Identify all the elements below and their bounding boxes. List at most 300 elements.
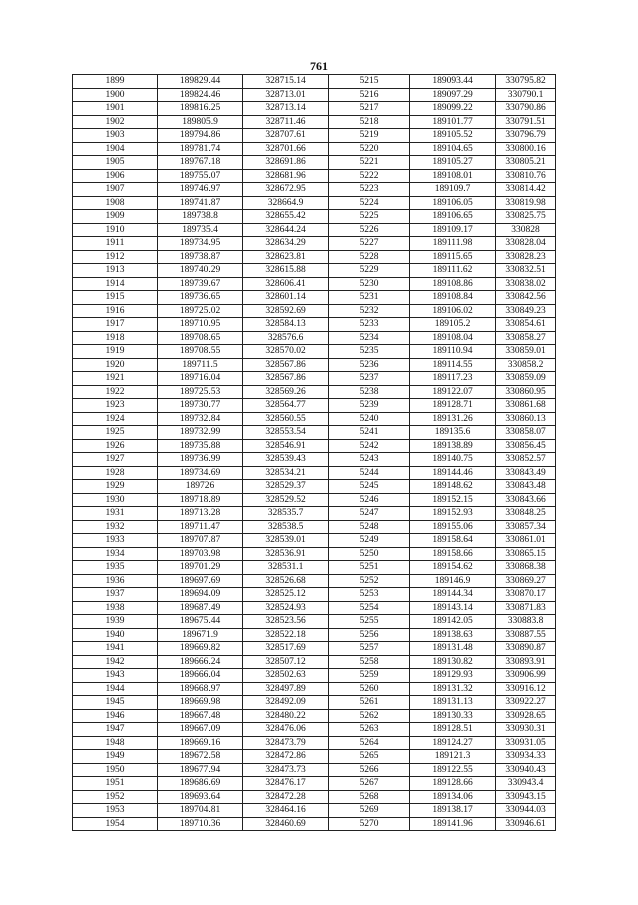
table-cell: 328691.86 xyxy=(243,156,329,170)
table-cell: 5247 xyxy=(329,507,410,521)
table-cell: 189694.09 xyxy=(158,588,243,602)
table-cell: 330859.09 xyxy=(496,372,556,386)
table-cell: 5227 xyxy=(329,237,410,251)
table-cell: 5230 xyxy=(329,277,410,291)
table-cell: 189105.52 xyxy=(410,129,496,143)
table-cell: 5269 xyxy=(329,804,410,818)
table-cell: 330887.55 xyxy=(496,628,556,642)
table-cell: 330859.01 xyxy=(496,345,556,359)
table-cell: 1908 xyxy=(73,196,158,210)
table-cell: 328715.14 xyxy=(243,75,329,89)
table-cell: 328569.26 xyxy=(243,385,329,399)
table-cell: 330849.23 xyxy=(496,304,556,318)
table-cell: 189687.49 xyxy=(158,601,243,615)
table-cell: 5265 xyxy=(329,750,410,764)
table-cell: 328539.01 xyxy=(243,534,329,548)
table-cell: 189158.64 xyxy=(410,534,496,548)
table-cell: 1899 xyxy=(73,75,158,89)
table-row xyxy=(73,507,556,521)
table-cell: 189668.97 xyxy=(158,682,243,696)
table-cell: 328634.29 xyxy=(243,237,329,251)
table-cell: 1939 xyxy=(73,615,158,629)
table-cell: 189710.95 xyxy=(158,318,243,332)
table-row xyxy=(73,534,556,548)
table-cell: 5232 xyxy=(329,304,410,318)
table-cell: 328601.14 xyxy=(243,291,329,305)
table-cell: 330790.86 xyxy=(496,102,556,116)
table-cell: 330857.34 xyxy=(496,520,556,534)
table-row xyxy=(73,142,556,156)
table-cell: 328570.02 xyxy=(243,345,329,359)
table-cell: 5252 xyxy=(329,574,410,588)
table-cell: 328476.06 xyxy=(243,723,329,737)
table-cell: 189111.98 xyxy=(410,237,496,251)
table-cell: 328564.77 xyxy=(243,399,329,413)
table-cell: 1954 xyxy=(73,817,158,831)
table-cell: 1914 xyxy=(73,277,158,291)
table-cell: 328681.96 xyxy=(243,169,329,183)
table-cell: 189131.26 xyxy=(410,412,496,426)
table-cell: 328567.86 xyxy=(243,358,329,372)
table-cell: 1900 xyxy=(73,88,158,102)
table-cell: 5236 xyxy=(329,358,410,372)
table-cell: 189730.77 xyxy=(158,399,243,413)
table-cell: 328707.61 xyxy=(243,129,329,143)
table-cell: 1941 xyxy=(73,642,158,656)
table-cell: 1953 xyxy=(73,804,158,818)
table-row xyxy=(73,520,556,534)
table-row xyxy=(73,763,556,777)
table-cell: 189140.75 xyxy=(410,453,496,467)
table-cell: 1907 xyxy=(73,183,158,197)
table-cell: 189711.5 xyxy=(158,358,243,372)
table-cell: 1943 xyxy=(73,669,158,683)
table-cell: 5266 xyxy=(329,763,410,777)
table-cell: 330860.13 xyxy=(496,412,556,426)
table-cell: 5249 xyxy=(329,534,410,548)
table-row xyxy=(73,601,556,615)
table-cell: 5258 xyxy=(329,655,410,669)
table-cell: 189701.29 xyxy=(158,561,243,575)
table-cell: 189106.02 xyxy=(410,304,496,318)
table-cell: 189669.82 xyxy=(158,642,243,656)
table-cell: 330928.65 xyxy=(496,709,556,723)
table-cell: 5223 xyxy=(329,183,410,197)
table-cell: 328664.9 xyxy=(243,196,329,210)
table-cell: 189703.98 xyxy=(158,547,243,561)
table-cell: 5260 xyxy=(329,682,410,696)
table-cell: 189114.55 xyxy=(410,358,496,372)
table-cell: 5221 xyxy=(329,156,410,170)
table-cell: 189109.17 xyxy=(410,223,496,237)
table-cell: 328536.91 xyxy=(243,547,329,561)
table-cell: 330944.03 xyxy=(496,804,556,818)
table-cell: 189736.99 xyxy=(158,453,243,467)
table-row xyxy=(73,669,556,683)
table-cell: 1910 xyxy=(73,223,158,237)
table-cell: 189109.7 xyxy=(410,183,496,197)
table-cell: 189143.14 xyxy=(410,601,496,615)
table-row xyxy=(73,561,556,575)
table-cell: 1920 xyxy=(73,358,158,372)
table-row xyxy=(73,804,556,818)
table-cell: 189108.04 xyxy=(410,331,496,345)
table-cell: 5219 xyxy=(329,129,410,143)
table-cell: 5262 xyxy=(329,709,410,723)
table-cell: 328576.6 xyxy=(243,331,329,345)
table-cell: 189718.89 xyxy=(158,493,243,507)
table-cell: 189158.66 xyxy=(410,547,496,561)
table-cell: 330814.42 xyxy=(496,183,556,197)
table-cell: 330838.02 xyxy=(496,277,556,291)
table-cell: 5233 xyxy=(329,318,410,332)
table-cell: 328502.63 xyxy=(243,669,329,683)
table-cell: 189104.65 xyxy=(410,142,496,156)
table-cell: 330858.27 xyxy=(496,331,556,345)
table-cell: 189122.07 xyxy=(410,385,496,399)
table-cell: 5244 xyxy=(329,466,410,480)
table-row xyxy=(73,385,556,399)
table-row xyxy=(73,129,556,143)
table-cell: 5241 xyxy=(329,426,410,440)
table-cell: 189106.05 xyxy=(410,196,496,210)
table-row xyxy=(73,574,556,588)
table-cell: 189734.95 xyxy=(158,237,243,251)
table-row xyxy=(73,223,556,237)
table-cell: 5235 xyxy=(329,345,410,359)
table-cell: 1929 xyxy=(73,480,158,494)
table-row xyxy=(73,480,556,494)
table-cell: 5243 xyxy=(329,453,410,467)
table-row xyxy=(73,250,556,264)
table-cell: 1936 xyxy=(73,574,158,588)
table-cell: 330858.07 xyxy=(496,426,556,440)
table-row xyxy=(73,615,556,629)
table-cell: 1903 xyxy=(73,129,158,143)
table-row xyxy=(73,318,556,332)
table-cell: 5234 xyxy=(329,331,410,345)
table-cell: 5255 xyxy=(329,615,410,629)
table-cell: 189148.62 xyxy=(410,480,496,494)
table-cell: 1916 xyxy=(73,304,158,318)
table-cell: 1940 xyxy=(73,628,158,642)
table-cell: 5226 xyxy=(329,223,410,237)
table-cell: 330931.05 xyxy=(496,736,556,750)
table-cell: 1922 xyxy=(73,385,158,399)
table-body xyxy=(73,75,556,831)
table-cell: 328553.54 xyxy=(243,426,329,440)
table-cell: 189735.88 xyxy=(158,439,243,453)
table-cell: 1946 xyxy=(73,709,158,723)
table-cell: 328472.86 xyxy=(243,750,329,764)
table-row xyxy=(73,817,556,831)
table-cell: 1932 xyxy=(73,520,158,534)
table-cell: 330848.25 xyxy=(496,507,556,521)
table-cell: 5237 xyxy=(329,372,410,386)
table-cell: 189686.69 xyxy=(158,777,243,791)
table-cell: 189736.65 xyxy=(158,291,243,305)
table-cell: 189710.36 xyxy=(158,817,243,831)
table-cell: 5270 xyxy=(329,817,410,831)
table-cell: 189115.65 xyxy=(410,250,496,264)
table-cell: 1923 xyxy=(73,399,158,413)
table-cell: 330795.82 xyxy=(496,75,556,89)
table-cell: 189121.3 xyxy=(410,750,496,764)
table-cell: 1913 xyxy=(73,264,158,278)
table-cell: 1945 xyxy=(73,696,158,710)
table-cell: 189781.74 xyxy=(158,142,243,156)
table-cell: 189708.65 xyxy=(158,331,243,345)
table-row xyxy=(73,358,556,372)
table-cell: 189794.86 xyxy=(158,129,243,143)
table-row xyxy=(73,304,556,318)
table-cell: 1902 xyxy=(73,115,158,129)
table-cell: 189739.67 xyxy=(158,277,243,291)
table-cell: 330934.33 xyxy=(496,750,556,764)
table-cell: 189732.99 xyxy=(158,426,243,440)
table-cell: 5257 xyxy=(329,642,410,656)
table-cell: 328672.95 xyxy=(243,183,329,197)
table-cell: 328507.12 xyxy=(243,655,329,669)
table-cell: 189708.55 xyxy=(158,345,243,359)
table-cell: 5248 xyxy=(329,520,410,534)
table-row xyxy=(73,399,556,413)
table-cell: 1949 xyxy=(73,750,158,764)
table-cell: 330861.01 xyxy=(496,534,556,548)
table-cell: 189128.66 xyxy=(410,777,496,791)
table-cell: 189106.65 xyxy=(410,210,496,224)
table-cell: 5264 xyxy=(329,736,410,750)
table-cell: 330858.2 xyxy=(496,358,556,372)
table-cell: 189122.55 xyxy=(410,763,496,777)
table-cell: 330856.45 xyxy=(496,439,556,453)
table-row xyxy=(73,696,556,710)
table-cell: 5215 xyxy=(329,75,410,89)
table-cell: 189131.32 xyxy=(410,682,496,696)
table-cell: 1937 xyxy=(73,588,158,602)
table-cell: 189740.29 xyxy=(158,264,243,278)
table-cell: 189128.51 xyxy=(410,723,496,737)
table-cell: 189746.97 xyxy=(158,183,243,197)
table-row xyxy=(73,183,556,197)
table-cell: 189099.22 xyxy=(410,102,496,116)
table-cell: 5217 xyxy=(329,102,410,116)
table-cell: 5268 xyxy=(329,790,410,804)
table-cell: 1951 xyxy=(73,777,158,791)
table-cell: 330870.17 xyxy=(496,588,556,602)
table-cell: 189741.87 xyxy=(158,196,243,210)
table-cell: 189152.15 xyxy=(410,493,496,507)
table-cell: 189767.18 xyxy=(158,156,243,170)
table-row xyxy=(73,750,556,764)
table-cell: 330832.51 xyxy=(496,264,556,278)
table-cell: 328531.1 xyxy=(243,561,329,575)
table-cell: 189716.04 xyxy=(158,372,243,386)
table-cell: 328655.42 xyxy=(243,210,329,224)
table-cell: 189666.04 xyxy=(158,669,243,683)
table-cell: 328546.91 xyxy=(243,439,329,453)
table-cell: 5246 xyxy=(329,493,410,507)
table-cell: 1938 xyxy=(73,601,158,615)
table-cell: 328497.89 xyxy=(243,682,329,696)
table-cell: 189732.84 xyxy=(158,412,243,426)
table-cell: 328472.28 xyxy=(243,790,329,804)
table-row xyxy=(73,790,556,804)
table-row xyxy=(73,588,556,602)
table-cell: 1919 xyxy=(73,345,158,359)
table-cell: 189154.62 xyxy=(410,561,496,575)
table-cell: 330893.91 xyxy=(496,655,556,669)
table-cell: 5259 xyxy=(329,669,410,683)
table-cell: 189669.98 xyxy=(158,696,243,710)
table-cell: 328644.24 xyxy=(243,223,329,237)
table-cell: 189130.82 xyxy=(410,655,496,669)
coordinates-table xyxy=(72,74,556,831)
table-cell: 330852.57 xyxy=(496,453,556,467)
table-row xyxy=(73,331,556,345)
table-cell: 5220 xyxy=(329,142,410,156)
table-row xyxy=(73,777,556,791)
table-row xyxy=(73,466,556,480)
table-row xyxy=(73,115,556,129)
table-row xyxy=(73,628,556,642)
table-cell: 189152.93 xyxy=(410,507,496,521)
table-cell: 189138.89 xyxy=(410,439,496,453)
table-row xyxy=(73,156,556,170)
table-row xyxy=(73,291,556,305)
table-cell: 5238 xyxy=(329,385,410,399)
table-cell: 328567.86 xyxy=(243,372,329,386)
table-cell: 5216 xyxy=(329,88,410,102)
table-cell: 189829.44 xyxy=(158,75,243,89)
table-row xyxy=(73,75,556,89)
table-cell: 189805.9 xyxy=(158,115,243,129)
table-cell: 189725.53 xyxy=(158,385,243,399)
table-cell: 189667.48 xyxy=(158,709,243,723)
table-cell: 1906 xyxy=(73,169,158,183)
table-cell: 330854.61 xyxy=(496,318,556,332)
table-cell: 328615.88 xyxy=(243,264,329,278)
table-cell: 189128.71 xyxy=(410,399,496,413)
table-cell: 1952 xyxy=(73,790,158,804)
table-cell: 5254 xyxy=(329,601,410,615)
table-cell: 189755.07 xyxy=(158,169,243,183)
table-row xyxy=(73,196,556,210)
table-cell: 189108.86 xyxy=(410,277,496,291)
table-cell: 1905 xyxy=(73,156,158,170)
table-cell: 189726 xyxy=(158,480,243,494)
table-row xyxy=(73,345,556,359)
table-cell: 330790.1 xyxy=(496,88,556,102)
table-cell: 189131.48 xyxy=(410,642,496,656)
table-cell: 1928 xyxy=(73,466,158,480)
table-cell: 330865.15 xyxy=(496,547,556,561)
table-cell: 328464.16 xyxy=(243,804,329,818)
table-cell: 189138.63 xyxy=(410,628,496,642)
table-cell: 189146.9 xyxy=(410,574,496,588)
page-number: 761 xyxy=(310,59,328,73)
table-row xyxy=(73,453,556,467)
table-cell: 5263 xyxy=(329,723,410,737)
table-cell: 189108.01 xyxy=(410,169,496,183)
table-cell: 328523.56 xyxy=(243,615,329,629)
table-cell: 330819.98 xyxy=(496,196,556,210)
table-cell: 189142.05 xyxy=(410,615,496,629)
table-cell: 1950 xyxy=(73,763,158,777)
table-cell: 330922.27 xyxy=(496,696,556,710)
table-cell: 189155.06 xyxy=(410,520,496,534)
table-cell: 189117.23 xyxy=(410,372,496,386)
table-cell: 189093.44 xyxy=(410,75,496,89)
table-row xyxy=(73,264,556,278)
table-cell: 1930 xyxy=(73,493,158,507)
table-cell: 328492.09 xyxy=(243,696,329,710)
table-cell: 5267 xyxy=(329,777,410,791)
table-cell: 328473.73 xyxy=(243,763,329,777)
table-cell: 189141.96 xyxy=(410,817,496,831)
table-cell: 1911 xyxy=(73,237,158,251)
table-cell: 189693.64 xyxy=(158,790,243,804)
table-cell: 189134.06 xyxy=(410,790,496,804)
table-cell: 1924 xyxy=(73,412,158,426)
table-cell: 5240 xyxy=(329,412,410,426)
table-cell: 330828 xyxy=(496,223,556,237)
table-cell: 189677.94 xyxy=(158,763,243,777)
table-cell: 328525.12 xyxy=(243,588,329,602)
table-cell: 328701.66 xyxy=(243,142,329,156)
table-cell: 1927 xyxy=(73,453,158,467)
table-cell: 330805.21 xyxy=(496,156,556,170)
table-cell: 330843.48 xyxy=(496,480,556,494)
table-cell: 5225 xyxy=(329,210,410,224)
table-cell: 189144.34 xyxy=(410,588,496,602)
table-cell: 1912 xyxy=(73,250,158,264)
table-cell: 330800.16 xyxy=(496,142,556,156)
table-cell: 189697.69 xyxy=(158,574,243,588)
table-cell: 5245 xyxy=(329,480,410,494)
table-cell: 328524.93 xyxy=(243,601,329,615)
table-cell: 1917 xyxy=(73,318,158,332)
table-cell: 328534.21 xyxy=(243,466,329,480)
table-cell: 1935 xyxy=(73,561,158,575)
table-cell: 189711.47 xyxy=(158,520,243,534)
table-row xyxy=(73,102,556,116)
table-cell: 328584.13 xyxy=(243,318,329,332)
table-cell: 5253 xyxy=(329,588,410,602)
table-cell: 328560.55 xyxy=(243,412,329,426)
table-cell: 1921 xyxy=(73,372,158,386)
table-cell: 328606.41 xyxy=(243,277,329,291)
table-cell: 189824.46 xyxy=(158,88,243,102)
table-cell: 330883.8 xyxy=(496,615,556,629)
table-cell: 1947 xyxy=(73,723,158,737)
table-cell: 5231 xyxy=(329,291,410,305)
table-cell: 328539.43 xyxy=(243,453,329,467)
table-cell: 328526.68 xyxy=(243,574,329,588)
table-cell: 330791.51 xyxy=(496,115,556,129)
table-cell: 189130.33 xyxy=(410,709,496,723)
table-row xyxy=(73,682,556,696)
table-row xyxy=(73,412,556,426)
table-row xyxy=(73,642,556,656)
table-cell: 1934 xyxy=(73,547,158,561)
table-cell: 328529.37 xyxy=(243,480,329,494)
table-cell: 189713.28 xyxy=(158,507,243,521)
table-cell: 1904 xyxy=(73,142,158,156)
table-cell: 328623.81 xyxy=(243,250,329,264)
table-cell: 1909 xyxy=(73,210,158,224)
table-cell: 189101.77 xyxy=(410,115,496,129)
